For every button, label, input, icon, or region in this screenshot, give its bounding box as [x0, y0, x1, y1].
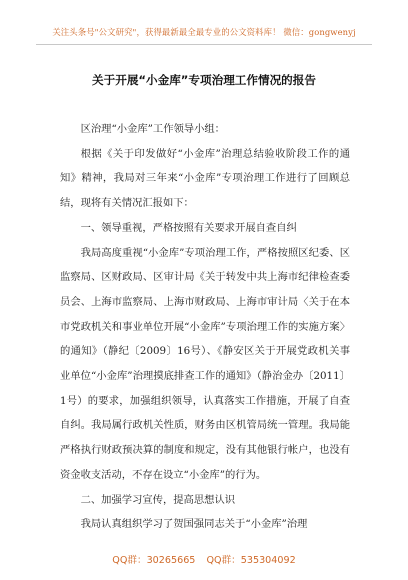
- document-body: [60, 117, 350, 537]
- qq-group-1: QQ群：30265665: [112, 555, 196, 566]
- header-banner: 关注头条号"公文研究"，获得最新最全最专业的公文资料库！ 微信：gongwenyj: [52, 27, 356, 37]
- section-2-paragraph: 我局认真组织学习了贺国强同志关于“小金库”治理: [80, 518, 308, 531]
- qq-group-2: QQ群：535304092: [206, 555, 296, 566]
- section-heading-2: 二、加强学习宣传，提高思想认识: [80, 493, 236, 506]
- intro-paragraph: 根据《关于印发做好“小金库”治理总结验收阶段工作的通知》精神，我局对三年来“小金库”专项治理工作进行了回顾总结，现将有关情况汇报如下：: [60, 147, 350, 210]
- salutation-paragraph: 区治理“小金库”工作领导小组：: [80, 123, 225, 135]
- section-heading-1: 一、领导重视，严格按照有关要求开展自查自纠: [80, 221, 297, 234]
- header-divider: [36, 44, 372, 45]
- footer-qq-groups: [0, 552, 408, 566]
- document-title: 关于开展“小金库”专项治理工作情况的报告: [92, 73, 316, 87]
- section-1-paragraph: 我局高度重视“小金库”专项治理工作，严格按照区纪委、区监察局、区财政局、区审计局《关于转发中共上海市纪律检查委员会、上海市监察局、上海市财政局、上海市审计局〈关于在本市党政机关和事业单位开展“小金库”专项治理工作的实施方案〉的通知》（静纪〔2009〕16号）、《静安区关于开展党政机关事业单位“小金库”治理摸底排查工作的通知》（静治金办〔2011〕1号）的要求，加强组织领导，认真落实工作措施，开展了自查自纠。我局属行政机关性质，财务由区机管局统一管理。我局能严格执行财政预决算的制度和规定，没有其他银行帐户，也没有资金收支活动，不存在设立“小金库”的行为。: [60, 246, 350, 481]
